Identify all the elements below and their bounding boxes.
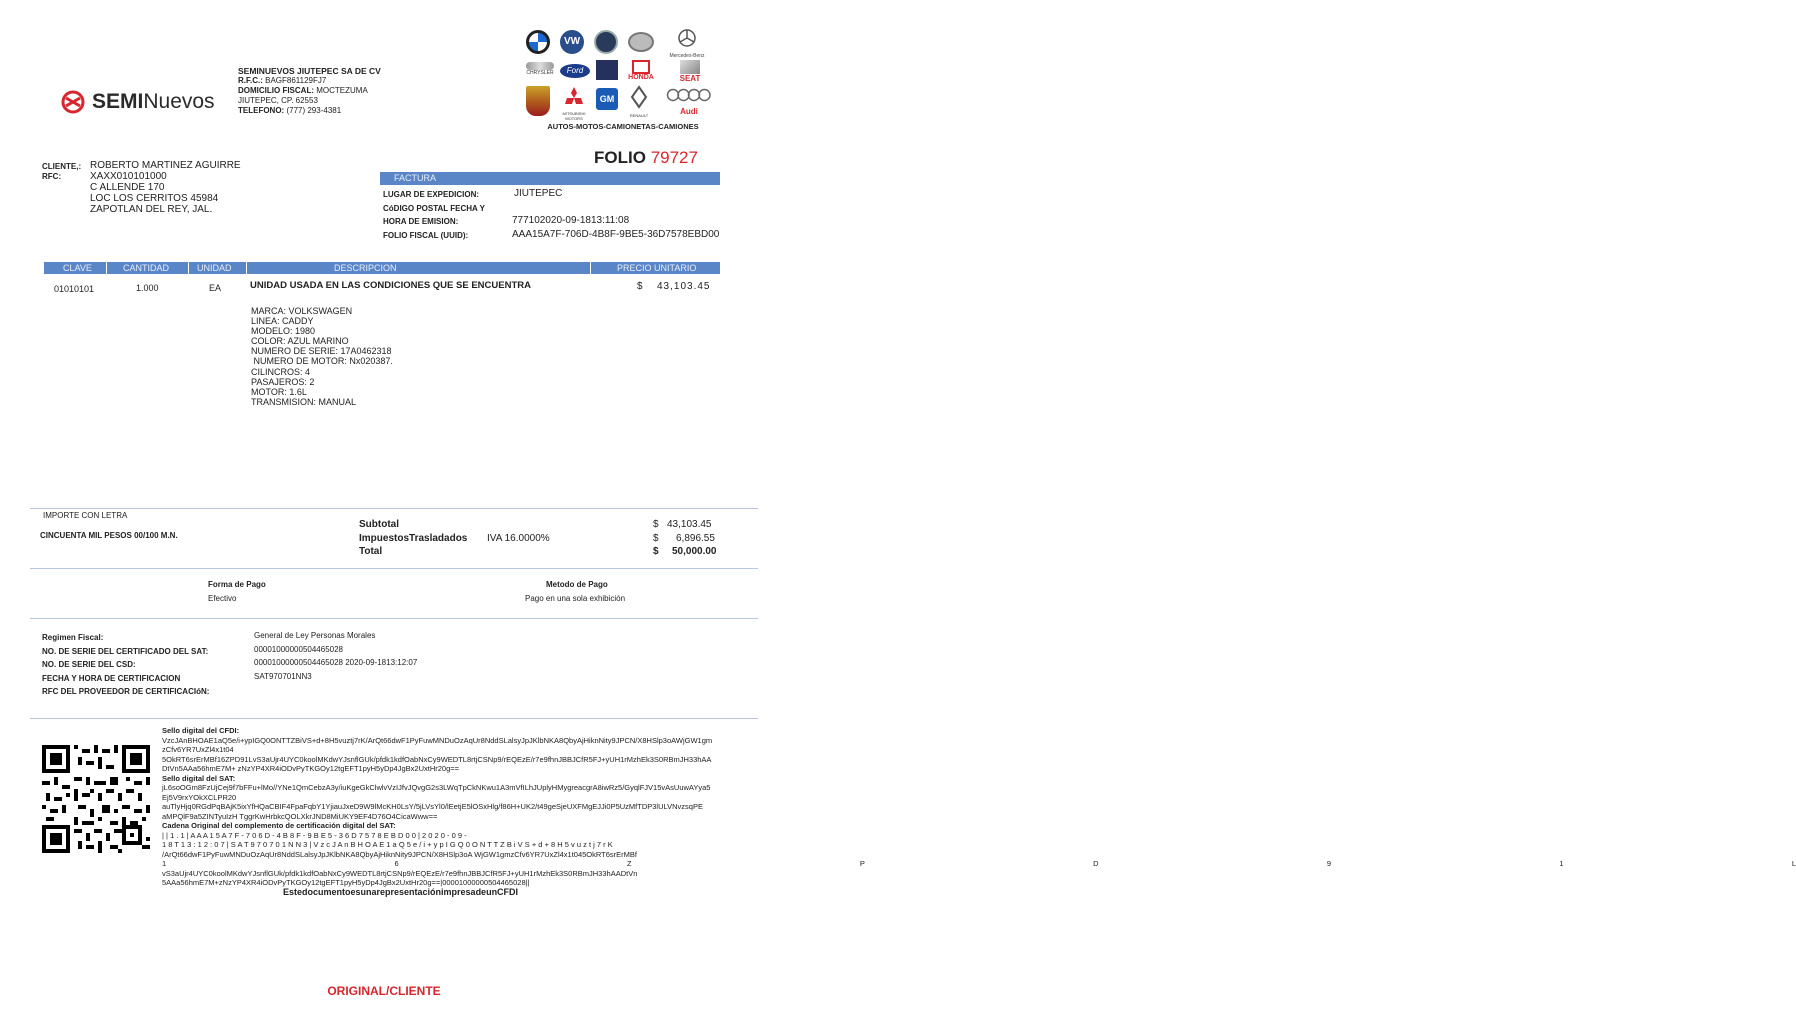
seat-text: SEAT: [679, 74, 701, 83]
nissan-logo-icon: [628, 32, 654, 52]
factura-header-label: FACTURA: [394, 173, 437, 183]
col-clave: CLAVE: [63, 263, 92, 273]
detail-line: NUMERO DE MOTOR: Nx020387.: [251, 356, 393, 367]
subtotal-value: 43,103.45: [667, 519, 712, 530]
cfdi-seal-line: VzcJAnBHOAE1aQ5e/i+ypIGQ0ONTTZBiVS+d+8H5vuztj7rK/ArQt66dwF1PyFuwMNDuOzAqUr8NddSLalsyJpJKlbNKA8QbyAjHiknNity9JPCN/X8HSlp3oAWjGW1gm: [162, 735, 713, 745]
company-domicilio: MOCTEZUMA: [316, 86, 368, 95]
items-table-header: [44, 262, 720, 274]
cfdi-seal-line: DtVn5AAa56hmE7M+ zNzYP4XR4iODvPyTKGOy12tgEFT1pyH5yDp4JgBx2UxtHr20g==: [162, 764, 460, 773]
sat-seal-line: auTlyHjq0RGdPqBAjK5ixYfHQaCBIF4FpaFqbY1YjiauJxeD9W9lMcKH0LsY/5jLVsYl0/lEetjE5lOSxHlg/f86H+UK2/t49geSjeUXFMgEJJi0P5UzMfTDP3lULVNvzsqPE: [162, 802, 703, 811]
subtotal-label: Subtotal: [359, 519, 399, 530]
cert-sat-value: 00001000000504465028: [254, 644, 343, 654]
detail-line: NUMERO DE SERIE: 17A0462318: [251, 346, 392, 357]
chain-line: 5AAa56hmE7M+zNzYP4XR4iODvPyTKGOy12tgEFT1pyH5yDp4JgBx2UxtHr20g==|00001000000504465028||: [162, 878, 530, 887]
folio-number: 79727: [650, 148, 698, 167]
iva-currency: $: [653, 533, 659, 544]
cert-sat-label: NO. DE SERIE DEL CERTIFICADO DEL SAT:: [42, 646, 209, 656]
table-separator: [106, 262, 107, 274]
sat-seal-line: aMPQlF9a5ZINTyuIzH TggrKwHrbkcQOLXkrJND8MiUKY9EF4D76O4CicaWww==: [162, 811, 438, 821]
company-name: SEMINUEVOS JIUTEPEC SA DE CV: [238, 66, 381, 76]
csd-value: 00001000000504465028 2020-09-1813:12:07: [254, 658, 418, 667]
company-city: JIUTEPEC, CP. 62553: [238, 96, 318, 105]
audi-text: Audi: [680, 107, 698, 116]
cfdi-footer: Estedocumentoesunarepresentaciónimpresadeun​CFDI: [283, 887, 519, 897]
iva-value: 6,896.55: [676, 533, 715, 544]
client-info: [90, 160, 241, 215]
client-name: ROBERTO MARTINEZ AGUIRRE: [90, 160, 241, 171]
detail-line: CILINCROS: 4: [251, 366, 311, 377]
divider: [30, 508, 758, 509]
brand-logos: [522, 28, 722, 121]
col-cantidad: CANTIDAD: [123, 263, 170, 273]
qr-code-icon: [42, 745, 150, 853]
lugar-value: JIUTEPEC: [514, 188, 563, 199]
fiscal-values: [254, 629, 417, 683]
client-address-3: ZAPOTLAN DEL REY, JAL.: [90, 204, 213, 215]
factura-values: [512, 187, 719, 241]
chrysler-text: CHRYSLER: [526, 70, 554, 76]
renault-text: RENAULT: [629, 113, 649, 118]
row-unidad: EA: [209, 283, 222, 293]
renault-logo-icon: [624, 86, 654, 118]
seat-logo-icon: [668, 60, 712, 83]
client-rfc: XAXX010101000: [90, 171, 167, 182]
impuestos-label: ImpuestosTrasladados: [359, 533, 468, 544]
fiscal-labels: [42, 631, 209, 699]
table-separator: [246, 262, 247, 274]
volvo-logo-icon: [594, 30, 618, 54]
vehicle-details: [251, 306, 393, 407]
chain-line: | | 1 . 1 | A A A 1 5 A 7 F - 7 0 6 D - 4 B 8 F - 9 B E 5 - 3 6 D 7 5 7 8 E B D 0 0 | 2 0 2 0 - 0 9 -: [162, 830, 467, 840]
factura-header: [380, 172, 720, 185]
iva-label: IVA 16.0000%: [487, 533, 550, 544]
col-precio: PRECIO UNITARIO: [617, 263, 697, 273]
sat-seal-label: Sello digital del SAT:: [162, 773, 236, 783]
row-precio: 43,103.45: [657, 281, 711, 292]
detail-line: PASAJEROS: 2: [251, 376, 315, 387]
folio: [594, 148, 698, 168]
row-currency: $: [637, 281, 643, 292]
audi-logo-icon: [662, 88, 716, 116]
seminuevos-logo-icon: [60, 89, 86, 115]
regimen-label: Regimen Fiscal:: [42, 633, 104, 642]
detail-line: TRANSMISION: MANUAL: [251, 396, 357, 407]
company-tel: (777) 293-4381: [286, 106, 342, 115]
cfdi-seal-line: zCfv6YR7UxZl4x1t04: [162, 745, 234, 754]
uuid-value: AAA15A7F-706D-4B8F-9BE5-36D7578EBD00: [512, 228, 720, 240]
total-label: Total: [359, 546, 383, 557]
total-value: 50,000.00: [672, 546, 717, 557]
table-separator: [188, 262, 189, 274]
logo-brand-bold: SEMI: [92, 90, 144, 113]
ford-text: Ford: [566, 66, 584, 75]
hora-value: 777102020-09-1813:11:08: [512, 215, 630, 226]
fecha-cert-label: FECHA Y HORA DE CERTIFICACION: [42, 673, 181, 683]
honda-text: HONDA: [628, 74, 654, 81]
subtotal-currency: $: [653, 519, 659, 530]
csd-label: NO. DE SERIE DEL CSD:: [42, 660, 136, 669]
seals-block: [162, 726, 1796, 888]
original-cliente-label: ORIGINAL/CLIENTE: [327, 984, 441, 998]
client-address-2: LOC LOS CERRITOS 45984: [90, 193, 219, 204]
chain-line: 1 6 Z P D 9 1 L: [162, 859, 1796, 868]
regimen-value: General de Ley Personas Morales: [254, 631, 376, 640]
total-currency: $: [653, 546, 659, 557]
row-clave: 01010101: [54, 284, 95, 294]
factura-labels: [383, 188, 485, 242]
importe-text: CINCUENTA MIL PESOS 00/100 M.N.: [40, 531, 178, 540]
mercedes-text: Mercedes-Benz: [669, 53, 705, 59]
cliente-label: CLIENTE,:: [42, 162, 82, 171]
uuid-label: FOLIO FISCAL (UUID):: [383, 230, 469, 240]
detail-line: LINEA: CADDY: [251, 316, 314, 327]
brands-caption: AUTOS-MOTOS-CAMIONETAS-CAMIONES: [547, 122, 699, 131]
porsche-logo-icon: [526, 86, 550, 116]
company-logo: [60, 88, 215, 116]
cp-label: CóDIGO POSTAL FECHA Y: [383, 203, 485, 213]
hora-label: HORA DE EMISION:: [383, 217, 459, 226]
col-descripcion: DESCRIPCION: [334, 263, 397, 273]
domicilio-label: DOMICILIO FISCAL:: [238, 86, 314, 95]
forma-pago-value: Efectivo: [208, 594, 237, 603]
sat-seal-line: jL6soOGm8FzUjCej9f7bFFu+lMo//YNe1QmCebzA3y/iuKgeGkClwlvVzIJfvJQvgG2s3LWqTpCkNKwu1A3mVfILhJUplyHMygreacgrA8iwRz5/GyqlFJV15vAsUuwAYya5: [162, 783, 711, 792]
company-rfc: BAGF861129FJ7: [265, 76, 327, 85]
detail-line: MODELO: 1980: [251, 326, 316, 337]
gm-logo-icon: [596, 88, 618, 110]
rfc-proveedor-label: RFC DEL PROVEEDOR DE CERTIFICACIóN:: [42, 687, 210, 696]
chrysler-logo-icon: [524, 62, 556, 76]
divider: [30, 568, 758, 569]
client-rfc-label: RFC:: [42, 172, 62, 181]
sat-seal-line: Ej5V9rxYOkXCLPR20: [162, 792, 237, 802]
bmw-logo-icon: [526, 30, 550, 54]
metodo-pago-value: Pago en una sola exhibición: [525, 594, 626, 603]
company-info: [238, 66, 381, 116]
chain-line: vS3aUjr4UYC0koolMKdwYJsnflGUk/pfdk1kdfOabNxCy9WEDTL8rtjCSNp9/rEQEzE/r7e9fhnJBBJCfR5FJ+yUH1rMzhEk3S0RBmJH33hAADtVn: [162, 868, 638, 878]
mitsubishi-logo-icon: [558, 86, 590, 121]
cfdi-seal-line: 5OkRT6srErMBf16ZPD91LvS3aUjr4UYC0koolMKdwYJsnflGUk/pfdk1kdfOabNxCy9WEDTL8rtjCSNp9/rEQEzE/r7e9fhnJBBJCfR5FJ+yUH1rMzhEk3S0RBmJH33hAA: [162, 754, 712, 764]
detail-line: COLOR: AZUL MARINO: [251, 336, 349, 347]
fecha-cert-value: SAT970701NN3: [254, 671, 312, 681]
chain-label: Cadena Original del complemento de certificación digital del SAT:: [162, 821, 396, 830]
table-row: [0, 280, 768, 294]
table-separator: [590, 262, 591, 274]
honda-logo-icon: [622, 60, 660, 81]
detail-line: MOTOR: 1.6L: [251, 386, 307, 397]
tel-label: TELEFONO:: [238, 106, 285, 115]
client-labels: [42, 162, 81, 182]
mitsubishi-text: MITSUBISHI MOTORS: [562, 111, 586, 121]
ford-logo-icon: [560, 64, 590, 78]
lugar-label: LUGAR DE EXPEDICION:: [383, 190, 480, 199]
volkswagen-logo-icon: VW: [560, 30, 584, 54]
divider: [30, 718, 758, 719]
col-unidad: UNIDAD: [197, 263, 232, 273]
rfc-label: R.F.C.:: [238, 76, 263, 85]
client-address-1: C ALLENDE 170: [90, 182, 165, 193]
forma-pago-label: Forma de Pago: [208, 580, 266, 589]
cfdi-seal-label: Sello digital del CFDI:: [162, 726, 240, 735]
mercedes-logo-icon: [662, 28, 712, 59]
row-descripcion: UNIDAD USADA EN LAS CONDICIONES QUE SE ENCUENTRA: [250, 280, 531, 291]
chain-line: 1 8 T 1 3 : 1 2 : 0 7 | S A T 9 7 0 7 0 1 N N 3 | V z c J A n B H O A E 1 a Q 5 e / i + y p I G Q 0 O N T T Z B i V S + d + 8 H 5 v u z t j 7 r K: [162, 840, 613, 849]
chain-line: /ArQt66dwF1PyFuwMNDuOzAqUr8NddSLalsyJpJKlbNKA8QbyAjHiknNity9JPCN/X8HSlp3oA WjGW1gmzCfv6YR7UxZl4x1t045OkRT6srErMBf: [162, 849, 638, 859]
detail-line: MARCA: VOLKSWAGEN: [251, 306, 353, 316]
divider: [30, 618, 758, 619]
metodo-pago-label: Metodo de Pago: [546, 580, 608, 589]
peugeot-logo-icon: [596, 60, 618, 80]
gm-text: GM: [599, 94, 615, 104]
importe-label: IMPORTE CON LETRA: [43, 511, 128, 520]
logo-brand-light: Nuevos: [143, 90, 215, 113]
folio-label: FOLIO: [594, 148, 646, 167]
row-cantidad: 1.000: [136, 283, 159, 293]
